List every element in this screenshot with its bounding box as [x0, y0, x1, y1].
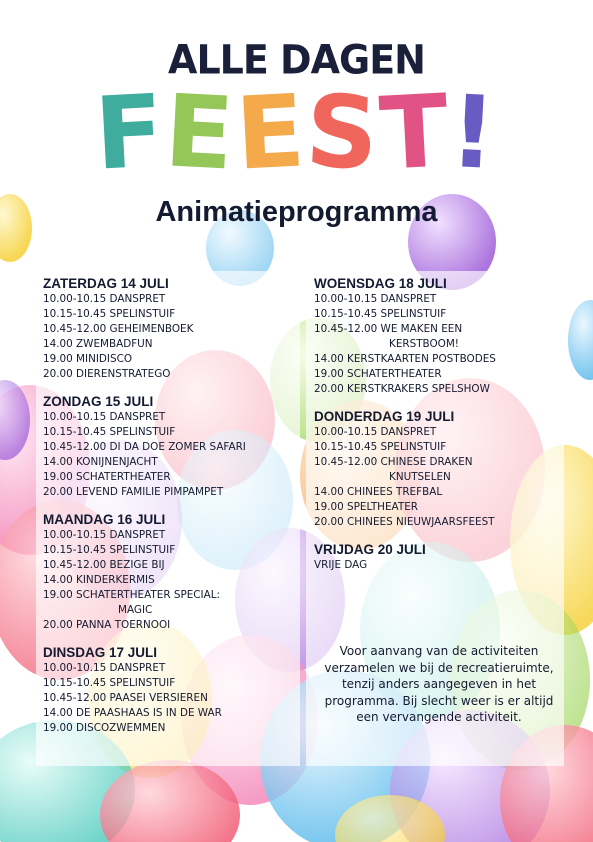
- schedule-item: 10.15-10.45 SPELINSTUIF: [314, 441, 447, 453]
- day-section: [314, 276, 564, 397]
- day-title: WOENSDAG 18 JULI: [314, 276, 447, 291]
- schedule-item: 20.00 PANNA TOERNOOI: [43, 619, 171, 631]
- feest-letter: S: [303, 72, 384, 193]
- schedule-item: 10.45-12.00 BEZIGE BIJ: [43, 559, 165, 571]
- day-title: DONDERDAG 19 JULI: [314, 409, 455, 424]
- schedule-item: 20.00 KERSTKRAKERS SPELSHOW: [314, 383, 490, 395]
- schedule-item: 14.00 KINDERKERMIS: [43, 574, 155, 586]
- header-alle-dagen: ALLE DAGEN: [168, 36, 425, 84]
- feest-letter: T: [377, 72, 454, 193]
- schedule-item: 19.00 MINIDISCO: [43, 353, 133, 365]
- schedule-left-column: [43, 276, 299, 748]
- day-section: [43, 645, 299, 736]
- schedule-item: 10.00-10.15 DANSPRET: [314, 426, 437, 438]
- feest-letter: F: [92, 72, 169, 193]
- day-title: ZONDAG 15 JULI: [43, 394, 154, 409]
- schedule-item: 10.45-12.00 PAASEI VERSIEREN: [43, 692, 208, 704]
- schedule-item: 14.00 DE PAASHAAS IS IN DE WAR: [43, 707, 222, 719]
- schedule-item: 10.00-10.15 DANSPRET: [43, 293, 166, 305]
- schedule-item: 10.00-10.15 DANSPRET: [43, 662, 166, 674]
- schedule-item: 10.00-10.15 DANSPRET: [43, 529, 166, 541]
- schedule-item: 10.15-10.45 SPELINSTUIF: [43, 308, 176, 320]
- schedule-item: 20.00 CHINEES NIEUWJAARSFEEST: [314, 516, 495, 528]
- schedule-item: 10.15-10.45 SPELINSTUIF: [314, 308, 447, 320]
- day-section: [43, 394, 299, 500]
- schedule-item: 19.00 SPELTHEATER: [314, 501, 418, 513]
- schedule-right-column: [314, 276, 564, 585]
- schedule-item: 14.00 CHINEES TREFBAL: [314, 486, 443, 498]
- day-title: VRIJDAG 20 JULI: [314, 542, 426, 557]
- schedule-item: 19.00 SCHATERTHEATER: [314, 368, 442, 380]
- schedule-item: 20.00 DIERENSTRATEGO: [43, 368, 171, 380]
- day-section: [43, 512, 299, 633]
- schedule-item: 20.00 LEVEND FAMILIE PIMPAMPET: [43, 486, 224, 498]
- schedule-item: KNUTSELEN: [389, 471, 451, 483]
- subtitle: Animatieprogramma: [155, 196, 438, 228]
- schedule-item: KERSTBOOM!: [389, 338, 459, 350]
- day-section: [314, 542, 564, 573]
- schedule-item: 14.00 KERSTKAARTEN POSTBODES: [314, 353, 496, 365]
- schedule-item: 14.00 KONIJNENJACHT: [43, 456, 158, 468]
- feest-letter: E: [232, 72, 310, 193]
- day-section: [43, 276, 299, 382]
- day-title: MAANDAG 16 JULI: [43, 512, 166, 527]
- day-section: [314, 409, 564, 530]
- schedule-item: 10.15-10.45 SPELINSTUIF: [43, 544, 176, 556]
- info-note: Voor aanvang van de activiteiten verzamelen we bij de recreatieruimte, tenzij anders aangegeven in het programma. Bij slecht weer is er altijd een vervangende activiteit.: [324, 644, 554, 725]
- schedule-item: 19.00 DISCOZWEMMEN: [43, 722, 166, 734]
- schedule-item: 10.45-12.00 CHINESE DRAKEN: [314, 456, 473, 468]
- schedule-item: 10.15-10.45 SPELINSTUIF: [43, 677, 176, 689]
- schedule-item: MAGIC: [118, 604, 153, 616]
- schedule-item: 10.15-10.45 SPELINSTUIF: [43, 426, 176, 438]
- day-title: DINSDAG 17 JULI: [43, 645, 158, 660]
- schedule-item: VRIJE DAG: [314, 559, 368, 571]
- schedule-item: 10.45-12.00 DI DA DOE ZOMER SAFARI: [43, 441, 246, 453]
- schedule-item: 10.00-10.15 DANSPRET: [43, 411, 166, 423]
- schedule-item: 19.00 SCHATERTHEATER SPECIAL:: [43, 589, 220, 601]
- schedule-item: 10.00-10.15 DANSPRET: [314, 293, 437, 305]
- day-title: ZATERDAG 14 JULI: [43, 276, 169, 291]
- feest-letter: !: [447, 72, 501, 193]
- schedule-item: 10.45-12.00 WE MAKEN EEN: [314, 323, 463, 335]
- schedule-item: 19.00 SCHATERTHEATER: [43, 471, 171, 483]
- feest-letter: E: [162, 72, 239, 193]
- feest-title: [0, 72, 593, 193]
- schedule-item: 10.45-12.00 GEHEIMENBOEK: [43, 323, 194, 335]
- schedule-item: 14.00 ZWEMBADFUN: [43, 338, 153, 350]
